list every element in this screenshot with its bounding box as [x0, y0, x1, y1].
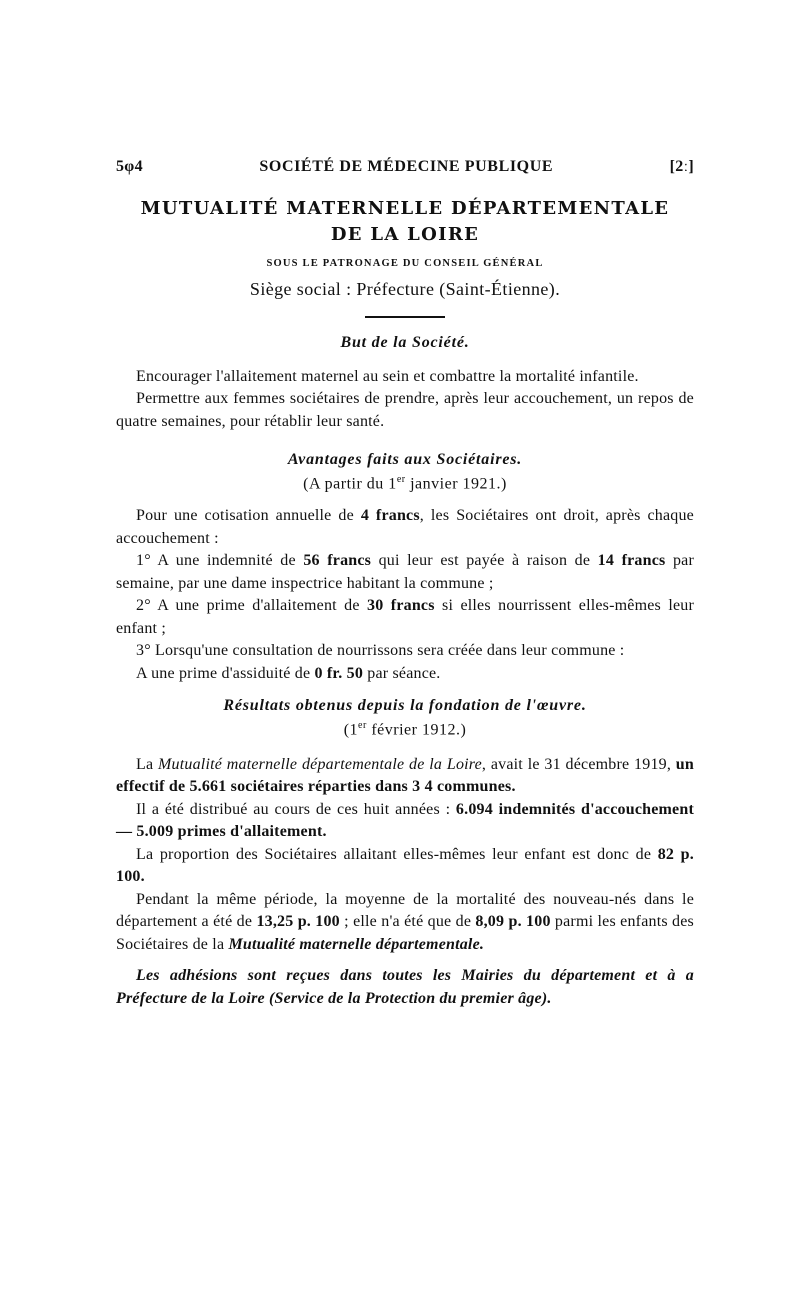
res-p3-b: 82 p. 100.: [116, 845, 694, 886]
item3-sub-a: A une prime d'assiduité de: [136, 664, 315, 682]
resultats-date: [116, 715, 694, 741]
avantages-date-sup: er: [396, 474, 406, 486]
item1-e: par semaine, par une dame inspectrice habitant la commune ;: [116, 552, 694, 592]
resultats-date-sup: er: [358, 720, 367, 732]
section-heading-avantages: Avantages faits aux Sociétaires.: [287, 451, 523, 469]
res-p1-c: , avait le 31 décembre 1919,: [481, 755, 676, 773]
item1-c: qui leur est payée à raison de: [371, 552, 598, 570]
item2-a: 2° A une prime d'allaitement de: [136, 597, 368, 615]
patronage-line: SOUS LE PATRONAGE DU CONSEIL GÉNÉRAL: [266, 258, 544, 269]
resultats-date-pre: (1: [343, 721, 359, 739]
resultats-paragraph-4: [116, 889, 694, 957]
res-p4-e: parmi les enfants des Sociétaires de la: [116, 913, 694, 953]
res-p4-f: Mutualité maternelle départementale.: [228, 935, 485, 953]
res-p4-a: Pendant la même période, la moyenne de la mortalité des nouveau-nés dans le département a été de: [116, 890, 694, 931]
but-paragraph-1: Encourager l'allaitement maternel au sein et combattre la mortalité infantile.: [136, 367, 639, 385]
document-page: [116, 158, 694, 1010]
resultats-paragraph-2: [116, 799, 694, 844]
res-p1-a: La: [136, 755, 159, 773]
avantages-item-1: [116, 550, 694, 595]
res-p4-b: 13,25 p. 100: [256, 913, 340, 931]
item1-a: 1° A une indemnité de: [136, 552, 304, 570]
res-p1-d: un effectif de 5.661 sociétaires réparties dans 3 4 communes.: [116, 755, 694, 796]
divider-rule: [365, 316, 445, 318]
avantages-date-post: janvier 1921.): [405, 475, 507, 493]
resultats-paragraph-1: [116, 754, 694, 799]
page-number: 5φ4: [116, 158, 143, 175]
intro-text-c: , les Sociétaires ont droit, après chaque accouchement :: [116, 507, 694, 547]
resultats-paragraph-3: [116, 844, 694, 889]
res-p1-b: Mutualité maternelle départementale de la Loire: [158, 755, 482, 773]
running-title: SOCIÉTÉ DE MÉDECINE PUBLIQUE: [259, 158, 554, 175]
closing-note: Les adhésions sont reçues dans toutes les Mairies du département et à a Préfecture de la Loire (Service de la Protection du premier âge).: [116, 967, 694, 1008]
avantages-date-pre: (A partir du 1: [303, 475, 397, 493]
title-line-1: MUTUALITÉ MATERNELLE DÉPARTEMENTALE: [140, 198, 670, 219]
item3-sub-c: par séance.: [363, 664, 441, 682]
document-title: [116, 196, 694, 248]
section-heading-but: But de la Société.: [340, 333, 470, 351]
res-p3-a: La proportion des Sociétaires allaitant elles-mêmes leur enfant est donc de: [136, 845, 658, 863]
avantages-item-3-sub: [116, 663, 694, 686]
avantages-intro: [116, 505, 694, 550]
avantages-item-3: 3° Lorsqu'une consultation de nourrissons sera créée dans leur commune :: [136, 642, 625, 660]
item2-c: si elles nourrissent elles-mêmes leur enfant ;: [116, 597, 694, 637]
res-p4-d: 8,09 p. 100: [475, 913, 551, 931]
item2-b: 30 francs: [367, 597, 435, 615]
intro-text-b: 4 francs: [360, 507, 420, 525]
but-paragraph-2: Permettre aux femmes sociétaires de prendre, après leur accouchement, un repos de quatre semaines, pour rétablir leur santé.: [116, 390, 694, 430]
avantages-item-2: [116, 595, 694, 640]
item1-d: 14 francs: [597, 552, 666, 570]
item1-b: 56 francs: [303, 552, 372, 570]
item3-sub-b: 0 fr. 50: [314, 664, 364, 682]
section-heading-resultats: Résultats obtenus depuis la fondation de l'œuvre.: [223, 697, 587, 715]
res-p4-c: ; elle n'a été que de: [339, 913, 476, 931]
intro-text-a: Pour une cotisation annuelle de: [136, 507, 361, 525]
siege-social: Siège social : Préfecture (Saint-Étienne).: [249, 279, 561, 299]
title-line-2: DE LA LOIRE: [330, 224, 480, 245]
bracket-number: [2ː]: [669, 158, 694, 175]
running-header: [116, 158, 694, 184]
avantages-date: [116, 469, 694, 495]
res-p2-a: Il a été distribué au cours de ces huit années :: [136, 800, 456, 818]
resultats-date-post: février 1912.): [366, 721, 467, 739]
res-p2-b: 6.094 indemnités d'accouchement — 5.009 primes d'allaitement.: [116, 800, 694, 841]
